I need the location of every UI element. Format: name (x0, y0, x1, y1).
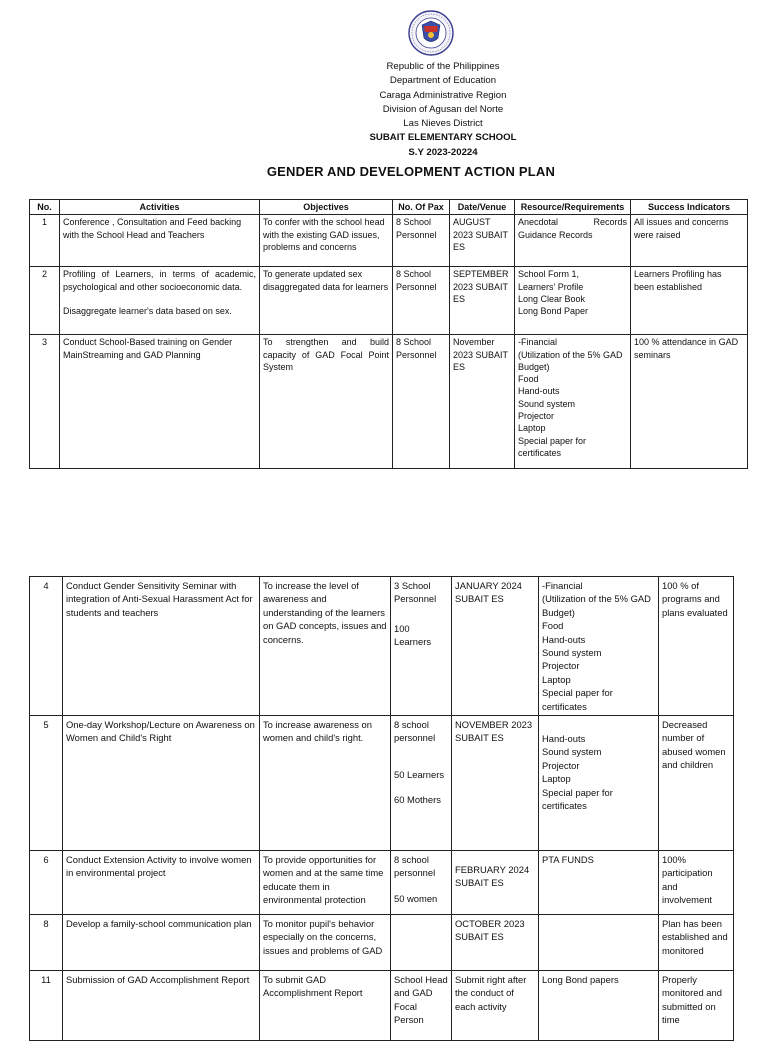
activity-cell (63, 915, 260, 971)
pax-text: 8 school personnel (394, 854, 436, 879)
table-row (30, 915, 734, 971)
resource-item: Sound system (542, 746, 602, 758)
resource-item: -Financial (518, 337, 558, 348)
resource-item: PTA FUNDS (542, 854, 594, 866)
success-indicator-cell: 100 % of programs and plans evaluated (659, 577, 734, 716)
objective-cell: To strengthen and build capacity of GAD Focal Point System (260, 335, 393, 469)
resources-cell (539, 851, 659, 915)
action-plan-table-part-1 (29, 199, 748, 469)
table-row (30, 971, 734, 1041)
resource-item: Special paper for certificates (542, 786, 613, 812)
row-number: 2 (30, 267, 60, 335)
activity-text: Conduct Extension Activity to involve women in environmental project (66, 854, 252, 879)
table-row (30, 215, 748, 267)
date-venue-cell: AUGUST 2023 SUBAIT ES (450, 215, 515, 267)
table-row (30, 577, 734, 716)
activity-cell (63, 971, 260, 1041)
header-line-republic: Republic of the Philippines (386, 61, 500, 72)
header-line-department: Department of Education (389, 75, 497, 87)
success-indicator-cell: Decreased number of abused women and children (659, 716, 734, 851)
activity-cell (63, 577, 260, 716)
resources-cell (515, 215, 631, 267)
resource-item: Long Bond papers (542, 974, 619, 986)
pax-text: 8 School Personnel (396, 269, 437, 292)
resource-item: Projector (518, 411, 555, 422)
resource-item: (Utilization of the 5% GAD Budget) (518, 349, 623, 372)
resources-cell (539, 971, 659, 1041)
pax-text: 50 women (394, 892, 438, 904)
date-venue-cell: JANUARY 2024 SUBAIT ES (452, 577, 539, 716)
column-header-resources: Resource/Requirements (515, 200, 631, 215)
date-venue-cell: OCTOBER 2023 SUBAIT ES (452, 915, 539, 971)
pax-text: 3 School Personnel (394, 580, 437, 605)
pax-text: 8 School Personnel (396, 337, 437, 360)
activity-text: Profiling of Learners, in terms of academic, psychological and other socioeconomic data. (63, 269, 256, 292)
pax-cell (393, 267, 450, 335)
resources-cell (515, 267, 631, 335)
table-header-row (30, 200, 748, 215)
document-header (0, 60, 768, 160)
pax-cell (391, 851, 452, 915)
row-number: 4 (30, 577, 63, 716)
pax-cell (391, 971, 452, 1041)
pax-text: School Head and GAD Focal Person (394, 974, 448, 1026)
column-header-success-indicators: Success Indicators (631, 200, 748, 215)
resource-item: Laptop (518, 423, 546, 434)
success-indicator-cell: Learners Profiling has been established (631, 267, 748, 335)
activity-text: Submission of GAD Accomplishment Report (66, 974, 250, 986)
row-number: 1 (30, 215, 60, 267)
objective-cell: To increase awareness on women and child's right. (260, 716, 391, 851)
resources-cell (539, 915, 659, 971)
row-number: 11 (30, 971, 63, 1041)
activity-text: One-day Workshop/Lecture on Awareness on Women and Child's Right (66, 719, 255, 744)
resources-cell (539, 577, 659, 716)
table-row (30, 335, 748, 469)
objective-cell: To monitor pupil's behavior especially on the concerns, issues and problems of GAD (260, 915, 391, 971)
objective-cell: To submit GAD Accomplishment Report (260, 971, 391, 1041)
pax-text: 50 Learners (394, 768, 445, 780)
pax-cell (393, 215, 450, 267)
resources-cell (539, 716, 659, 851)
pax-cell (391, 716, 452, 851)
objective-cell: To increase the level of awareness and understanding of the learners on GAD concepts, issues and concerns. (260, 577, 391, 716)
activity-cell (63, 716, 260, 851)
header-line-district: Las Nieves District (403, 118, 483, 130)
date-venue-text: FEBRUARY 2024 SUBAIT ES (455, 864, 530, 889)
school-year: S.Y 2023-20224 (408, 146, 478, 158)
row-number: 6 (30, 851, 63, 915)
resource-item: School Form 1, (518, 269, 580, 280)
objective-cell: To confer with the school head with the existing GAD issues, problems and concerns (260, 215, 393, 267)
objective-cell: To generate updated sex disaggregated data for learners (260, 267, 393, 335)
resource-item: Anecdotal Records (518, 217, 627, 228)
row-number: 3 (30, 335, 60, 469)
date-venue-cell: Submit right after the conduct of each activity (452, 971, 539, 1041)
activity-cell (60, 335, 260, 469)
activity-text: Conference , Consultation and Feed backing with the School Head and Teachers (63, 217, 242, 240)
resource-item: Projector (542, 759, 580, 771)
pax-text: 8 school personnel (394, 719, 436, 744)
date-venue-cell: SEPTEMBER 2023 SUBAIT ES (450, 267, 515, 335)
pax-cell (391, 915, 452, 971)
resource-item: Learners' Profile (518, 281, 584, 292)
column-header-objectives: Objectives (260, 200, 393, 215)
pax-text: 60 Mothers (394, 794, 441, 806)
resource-item: Food (518, 374, 539, 385)
success-indicator-cell: 100% participation and involvement (659, 851, 734, 915)
objective-cell: To provide opportunities for women and at the same time educate them in environmental protection (260, 851, 391, 915)
action-plan-table-part-2 (29, 576, 734, 1041)
table-row (30, 716, 734, 851)
date-venue-cell: NOVEMBER 2023 SUBAIT ES (452, 716, 539, 851)
activity-cell (63, 851, 260, 915)
pax-text: 100 Learners (394, 622, 432, 648)
resource-item: Laptop (542, 773, 571, 785)
school-name: SUBAIT ELEMENTARY SCHOOL (369, 132, 517, 144)
pax-cell (391, 577, 452, 716)
table-row (30, 851, 734, 915)
resource-item: (Utilization of the 5% GAD Budget) (542, 593, 651, 618)
activity-cell (60, 267, 260, 335)
resource-item: -Financial (542, 580, 583, 591)
row-number: 8 (30, 915, 63, 971)
column-header-pax: No. Of Pax (393, 200, 450, 215)
success-indicator-cell: Properly monitored and submitted on time (659, 971, 734, 1041)
success-indicator-cell: 100 % attendance in GAD seminars (631, 335, 748, 469)
success-indicator-cell: Plan has been established and monitored (659, 915, 734, 971)
resource-item: Special paper for certificates (518, 435, 587, 458)
pax-cell (393, 335, 450, 469)
resources-cell (515, 335, 631, 469)
row-number: 5 (30, 716, 63, 851)
column-header-no: No. (30, 200, 60, 215)
resource-item: Long Clear Book (518, 293, 586, 304)
activity-text: Disaggregate learner's data based on sex. (63, 305, 232, 316)
activity-text: Develop a family-school communication plan (66, 918, 252, 930)
table-row (30, 267, 748, 335)
resource-item: Sound system (518, 398, 576, 409)
date-venue-cell (452, 851, 539, 915)
success-indicator-cell: All issues and concerns were raised (631, 215, 748, 267)
resource-item: Projector (542, 660, 580, 672)
header-line-region: Caraga Administrative Region (379, 89, 507, 101)
document-title: GENDER AND DEVELOPMENT ACTION PLAN (266, 164, 556, 179)
resource-item: Sound system (542, 647, 602, 659)
activity-cell (60, 215, 260, 267)
deped-seal-icon (408, 10, 454, 56)
column-header-date-venue: Date/Venue (450, 200, 515, 215)
resource-item: Guidance Records (518, 229, 593, 240)
resource-item: Food (542, 620, 564, 632)
resource-item: Hand-outs (542, 733, 586, 745)
resource-item: Long Bond Paper (518, 306, 589, 317)
header-line-division: Division of Agusan del Norte (382, 103, 504, 115)
resource-item: Special paper for certificates (542, 687, 613, 712)
pax-text: 8 School Personnel (396, 217, 437, 240)
resource-item: Laptop (542, 673, 571, 685)
activity-text: Conduct School-Based training on Gender MainStreaming and GAD Planning (63, 337, 233, 360)
activity-text: Conduct Gender Sensitivity Seminar with integration of Anti-Sexual Harassment Act for students and teachers (66, 580, 253, 618)
resource-item: Hand-outs (542, 633, 586, 645)
column-header-activities: Activities (60, 200, 260, 215)
date-venue-cell: November 2023 SUBAIT ES (450, 335, 515, 469)
resource-item: Hand-outs (518, 386, 560, 397)
